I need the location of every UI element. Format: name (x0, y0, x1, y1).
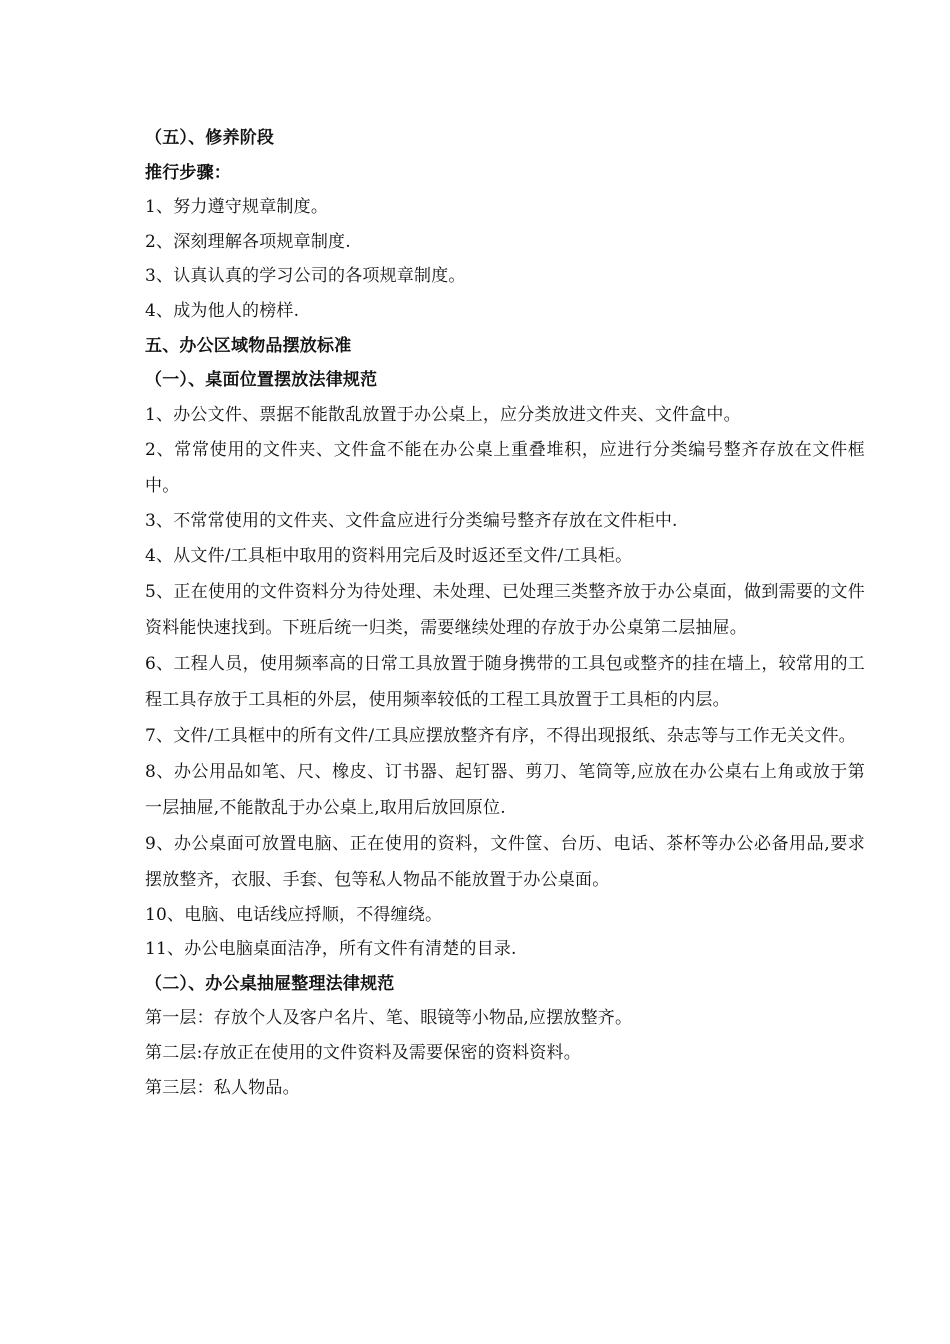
heading-promotion-steps: 推行步骤： (145, 162, 231, 183)
heading-drawer-arrangement: （二）、办公桌抽屉整理法律规范 (145, 973, 395, 994)
document-page (145, 121, 865, 1105)
drawer-item: 第二层:存放正在使用的文件资料及需要保密的资料资料。 (145, 1042, 581, 1063)
heading-desk-placement: （一）、桌面位置摆放法律规范 (145, 370, 378, 391)
drawer-item: 第三层：私人物品。 (145, 1077, 300, 1098)
desk-item: 11、办公电脑桌面洁净，所有文件有清楚的目录. (145, 939, 517, 960)
desk-item: 9、办公桌面可放置电脑、正在使用的资料，文件筐、台历、电话、茶杯等办公必备用品,要求摆放整齐，衣服、手套、包等私人物品不能放置于办公桌面。 (145, 833, 865, 890)
desk-item: 2、常常使用的文件夹、文件盒不能在办公桌上重叠堆积，应进行分类编号整齐存放在文件框中。 (145, 440, 865, 497)
desk-item: 8、办公用品如笔、尺、橡皮、订书器、起钉器、剪刀、笔筒等,应放在办公桌右上角或放于第一层抽屉,不能散乱于办公桌上,取用后放回原位. (145, 761, 865, 818)
step-item: 4、成为他人的榜样. (145, 300, 300, 321)
desk-item: 7、文件/工具框中的所有文件/工具应摆放整齐有序，不得出现报纸、杂志等与工作无关文件。 (145, 725, 856, 746)
heading-section-5: 五、办公区域物品摆放标准 (145, 335, 352, 356)
step-item: 1、努力遵守规章制度。 (145, 197, 329, 218)
desk-item: 4、从文件/工具柜中取用的资料用完后及时返还至文件/工具柜。 (145, 545, 633, 566)
desk-item: 10、电脑、电话线应捋顺，不得缠绕。 (145, 904, 443, 925)
desk-item: 6、工程人员，使用频率高的日常工具放置于随身携带的工具包或整齐的挂在墙上，较常用的工程工具存放于工具柜的外层，使用频率较低的工程工具放置于工具柜的内层。 (145, 653, 865, 710)
desk-item: 5、正在使用的文件资料分为待处理、未处理、已处理三类整齐放于办公桌面，做到需要的文件资料能快速找到。下班后统一归类，需要继续处理的存放于办公桌第二层抽屉。 (145, 581, 865, 638)
step-item: 3、认真认真的学习公司的各项规章制度。 (145, 266, 466, 287)
desk-item: 1、办公文件、票据不能散乱放置于办公桌上，应分类放进文件夹、文件盒中。 (145, 404, 741, 425)
desk-item: 3、不常常使用的文件夹、文件盒应进行分类编号整齐存放在文件柜中. (145, 511, 678, 532)
drawer-item: 第一层：存放个人及客户名片、笔、眼镜等小物品,应摆放整齐。 (145, 1008, 633, 1029)
step-item: 2、深刻理解各项规章制度. (145, 231, 351, 252)
heading-cultivation-stage: （五）、修养阶段 (145, 128, 275, 148)
